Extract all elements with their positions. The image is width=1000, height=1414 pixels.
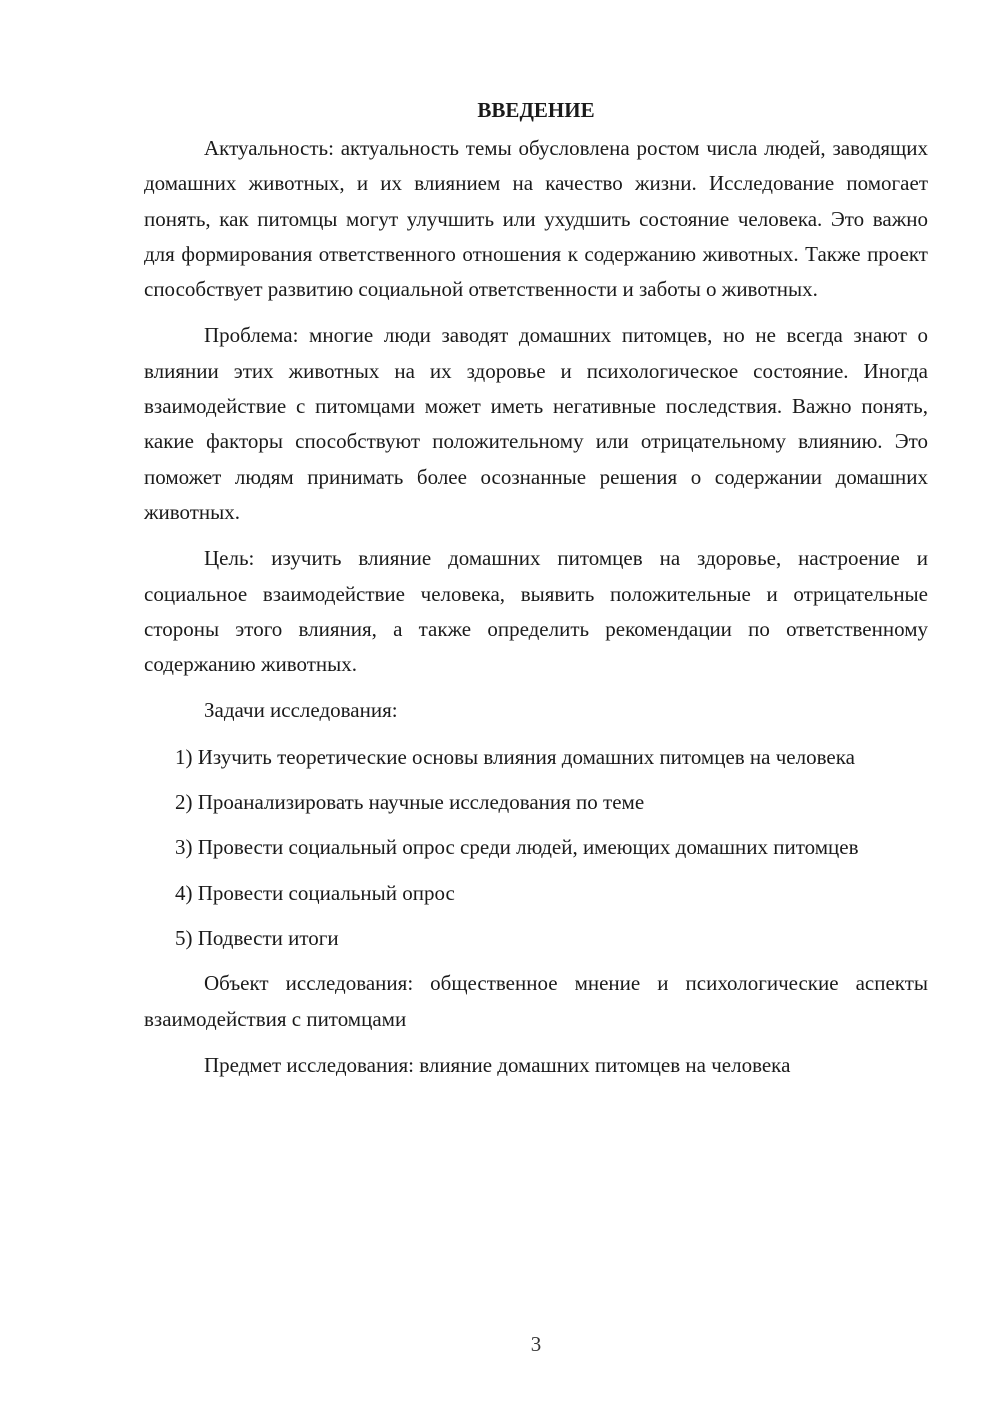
object-paragraph: Объект исследования: общественное мнение и психологические аспекты взаимодействия с питомцами	[144, 971, 928, 1031]
task-item-2: 2) Проанализировать научные исследования по теме	[175, 790, 645, 815]
subject-paragraph: Предмет исследования: влияние домашних питомцев на человека	[204, 1052, 791, 1077]
task-item-4: 4) Провести социальный опрос	[175, 880, 455, 905]
task-item-3: 3) Провести социальный опрос среди людей, имеющих домашних питомцев	[175, 835, 859, 860]
relevance-paragraph: Актуальность: актуальность темы обусловлена ростом числа людей, заводящих домашних животных, и их влиянием на качество жизни. Исследование помогает понять, как питомцы могут улучшить или ухудшить состояние человека. Это важно для формирования ответственного отношения к содержанию животных. Также проект способствует развитию социальной ответственности и заботы о животных.	[144, 136, 928, 302]
document-page	[144, 92, 928, 1094]
tasks-heading: Задачи исследования:	[204, 698, 398, 723]
problem-paragraph: Проблема: многие люди заводят домашних питомцев, но не всегда знают о влиянии этих животных на их здоровье и психологическое состояние. Иногда взаимодействие с питомцами может иметь негативные последствия. Важно понять, какие факторы способствуют положительному или отрицательному влиянию. Это поможет людям принимать более осознанные решения о содержании домашних животных.	[144, 323, 928, 524]
task-item-5: 5) Подвести итоги	[175, 925, 339, 950]
task-item-1: 1) Изучить теоретические основы влияния домашних питомцев на человека	[175, 744, 855, 769]
page-title: ВВЕДЕНИЕ	[477, 98, 595, 122]
goal-paragraph: Цель: изучить влияние домашних питомцев на здоровье, настроение и социальное взаимодействие человека, выявить положительные и отрицательные стороны этого влияния, а также определить рекомендации по ответственному содержанию животных.	[144, 546, 928, 677]
page-number: 3	[530, 1332, 542, 1356]
